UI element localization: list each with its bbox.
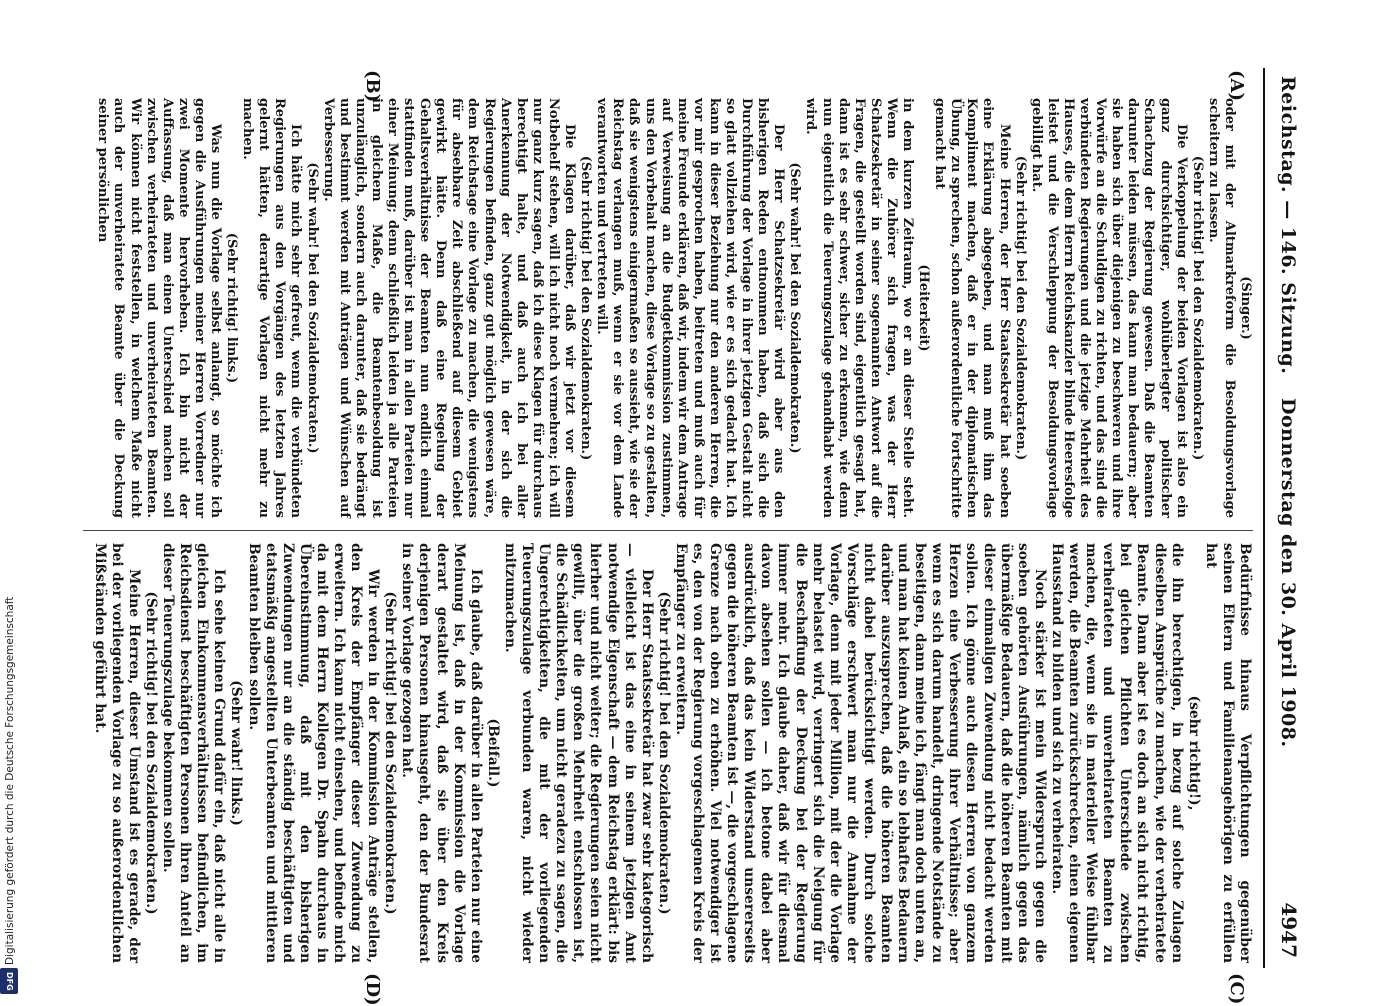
paragraph: oder mit der Altmarkreform die Besoldungsvorlage scheitern zu lassen. bbox=[1205, 98, 1237, 518]
header-date: Donnerstag den 30. April 1908. bbox=[1277, 398, 1299, 748]
paragraph: Bedürfnisse hinaus Verpflichtungen gegenüber seinen Eltern und Familienangehörigen zu erfüllen hat bbox=[1202, 543, 1253, 963]
interjection: (Sehr richtig! bei den Sozialdemokraten.) bbox=[1012, 155, 1028, 461]
paragraph: Ich sehe keinen Grund dafür ein, daß nicht alle in gleichen Einkommensverhältnissen befindlichen, im Reichsdienst beschäftigten Personen ihren Anteil an dieser Teuerungszulage bekommen sollen. bbox=[160, 543, 228, 963]
paragraph: die ihn berechtigen, in bezug auf solche Zulagen dieselben Ansprüche zu machen, wie der verheiratete Beamte. Dann aber ist es doch an sich nicht richtig, bei gleichen Pflichten Unterschiede zwischen verheirateten und unverheirateten Beamten zu machen, die, wenn sie in materieller Weise fühlbar werden, die Beamten zurückschrecken, einen eigenen Hausstand zu bilden und sich zu verheiraten. bbox=[1048, 543, 1185, 963]
margin-marker-b: (B) bbox=[362, 70, 383, 103]
paragraph: Meine Herren, der Herr Staatssekretär hat soeben eine Erklärung abgegeben, und man muß ihm das Kompliment machen, daß er in der diplomatischen Übung, zu sprechen, schon außerordentliche Fortschritte gemacht hat bbox=[932, 98, 1012, 518]
paragraph: Ich hätte mich sehr gefreut, wenn die verbündeten Regierungen aus den Vorgängen des letzten Jahres gelernt hätten, derartige Vorlagen nicht mehr zu machen. bbox=[240, 98, 304, 518]
column-divider bbox=[83, 530, 1253, 531]
running-header bbox=[1263, 68, 1313, 968]
credit-text: Digitalisierung gefördert durch die Deutsche Forschungsgemeinschaft bbox=[4, 596, 16, 965]
paragraph: Ich glaube, daß darüber in allen Parteien nur eine Meinung ist, daß in der Kommission die Vorlage derart gestaltet wird, daß sie über den Kreis derjenigen Personen hinausgeht, den der Bundesrat in seiner Vorlage gezogen hat. bbox=[399, 543, 484, 963]
interjection: (Sehr richtig! bei den Sozialdemokraten.) bbox=[655, 591, 672, 915]
interjection: (Sehr richtig! bei den Sozialdemokraten.) bbox=[143, 591, 159, 915]
interjection: (Sehr wahr! links.) bbox=[228, 680, 245, 826]
margin-marker-a: (A) bbox=[1226, 70, 1247, 101]
header-left: Reichstag. — 146. Sitzung. bbox=[1277, 76, 1299, 375]
margin-marker-c: (C) bbox=[1226, 973, 1247, 1005]
interjection: (Sehr richtig! links.) bbox=[224, 232, 240, 384]
interjection: (Beifall.) bbox=[484, 718, 501, 788]
paragraph: Was nun die Vorlage selbst anlangt, so möchte ich gegen die Ausführungen meiner Herren Vorredner nur zwei Momente hervorheben. Ich bin nicht der Auffassung, daß man einen Unterschied machen soll zwischen verheirateten und unverheirateten Beamten. Wir können nicht feststellen, in welchem Maße nicht auch der unverheiratete Beamte über die Deckung seiner persönlichen bbox=[95, 98, 223, 518]
interjection: (Sehr richtig! bei den Sozialdemokraten.) bbox=[1189, 155, 1205, 461]
paragraph: Die Klagen darüber, daß wir jetzt vor diesem Notbehelf stehen, will ich nicht noch vermehren; ich will nur ganz kurz sagen, daß ich diese Klagen für durchaus berechtigt halte, und daß auch ich bei aller Anerkennung der Notwendigkeit, in der sich die Regierungen befinden, ganz gut möglich gewesen wäre, dem Reichstage eine Vorlage zu machen, die wenigstens für absehbare Zeit abschließend auf diesem Gebiet gewirkt hätte. Denn daß eine Regelung der Gehaltsverhältnisse der Beamten nun endlich einmal stattfinden muß, darüber ist man in allen Parteien nur einer Meinung; denn schließlich leiden ja alle Parteien in gleichem Maße, die Beamtenbesoldung ist unzulänglich, sondern auch darunter, daß sie bedrängt und bestimmt werden mit Anträgen und Wünschen auf Verbesserung. bbox=[320, 98, 578, 518]
paragraph: Der Herr Staatssekretär hat zwar sehr kategorisch — vielleicht ist das eine in seinem jetzigen Amt notwendige Eigenschaft — dem Reichstag erklärt: bis hierher und nicht weiter; die Regierungen seien nicht gewillt, über die großen Mehrheit entschlossen ist, die Schädlichkeiten, um nicht geradezu zu sagen, die Ungerechtigkeiten, die mit der vorliegenden Teuerungszulage verbunden waren, nicht wieder mitzumachen. bbox=[501, 543, 655, 963]
text-column-left bbox=[78, 98, 1253, 518]
text-column-right bbox=[78, 543, 1253, 963]
digitization-credit bbox=[0, 0, 20, 1000]
paragraph: Noch stärker ist mein Widerspruch gegen die soeben gehörten Ausführungen, nämlich gegen das übermäßige Bedauern, daß die höheren Beamten mit dieser einmaligen Zuwendung nicht bedacht werden sollen. Ich gönne auch diesen Herren von ganzem Herzen eine Verbesserung ihrer Verhältnisse; aber wenn es sich darum handelt, dringende Notstände zu beseitigen, dann meine ich, fängt man doch unten an, und man hat keinen Anlaß, ein so lebhaftes Bedauern darüber auszusprechen, daß die höheren Beamten nicht dabei berücksichtigt werden. Durch solche Vorschläge erschwert man nur die Annahme der Vorlage, denn mit jeder Million, mit der die Vorlage mehr belastet wird, verringert sich die Neigung für die Beschaffung der Deckung bei der Regierung immer mehr. Ich glaube daher, daß wir für diesmal davon absehen sollen — ich betone dabei aber ausdrücklich, daß das kein Widerstand unsererseits gegen die höheren Beamten ist —, die vorgeschlagene Grenze nach oben zu erhöhen. Viel notwendiger ist es, den von der Regierung vorgeschlagenen Kreis der Empfänger zu erweitern. bbox=[672, 543, 1048, 963]
dfg-logo: DFG bbox=[0, 968, 18, 994]
interjection: (Heiterkeit) bbox=[916, 264, 932, 352]
interjection: (Sehr richtig! bei den Sozialdemokraten.) bbox=[578, 155, 594, 461]
speaker-name: (Singer.) bbox=[1238, 276, 1253, 340]
paragraph: Wir werden in der Kommission Anträge stellen, den Kreis der Empfänger dieser Zuwendung zu erweitern. Ich kann nicht einsehen, und befinde mich da mit dem Herrn Kollegen Dr. Spahn durchaus in Übereinstimmung, daß mit den bisherigen Zuwendungen nur an die ständig beschäftigten und etatsmäßig angestellten Unterbeamten und mittleren Beamten bleiben sollen. bbox=[245, 543, 382, 963]
interjection: (Sehr wahr! bei den Sozialdemokraten.) bbox=[304, 162, 320, 454]
interjection: (Sehr richtig! bei den Sozialdemokraten.) bbox=[382, 591, 399, 915]
paragraph: Der Herr Schatzsekretär wird aber aus den bisherigen Reden entnommen haben, daß sich die Durchführung der Vorlage in ihrer jetzigen Gestalt nicht so glatt vollziehen wird, wie er es sich gedacht hat. Ich kann in dieser Beziehung nur den anderen Herren, die vor mir gesprochen haben, beitreten und muß auch für meine Freunde erklären, daß wir, indem wir dem Antrage auf Verweisung an die Budgetkommission zustimmen, uns den Vorbehalt machen, diese Vorlage so zu gestalten, daß sie wenigstens einigermaßen so aussieht, wie sie der Reichstag verlangen muß, wenn er sie vor dem Lande verantworten und vertreten will. bbox=[594, 98, 787, 518]
paragraph: Meine Herren, dieser Umstand ist es gerade, der bei der vorliegenden Vorlage zu so außerordentlichen Mißständen geführt hat. bbox=[91, 543, 142, 963]
interjection: (sehr richtig!), bbox=[1185, 695, 1202, 811]
page-content bbox=[63, 68, 1313, 1006]
paragraph: in dem kurzen Zeitraum, wo er an dieser Stelle steht. Wenn die Zuhörer sich fragen, was der Herr Schatzsekretär in seiner sogenannten Antwort auf die Fragen, die gestellt worden sind, eigentlich gesagt hat, dann ist es sehr schwer, sicher zu erkennen, wie denn nun eigentlich die Teuerungszulage gehandhabt werden wird. bbox=[803, 98, 916, 518]
paragraph: Die Verkoppelung der beiden Vorlagen ist also ein ganz durchsichtiger, wohlüberlegter politischer Schachzug der Regierung gewesen. Daß die Beamten darunter leiden müssen, das kann man bedauern; aber sie haben sich über diejenigen zu beschweren und ihre Vorwürfe an die Schuldigen zu richten, und das sind die verbündeten Regierungen und die jetzige Mehrheit des Hauses, die dem Herrn Reichskanzler blinde Heeresfolge leistet und die Verschleppung der Besoldungsvorlage gebilligt hat. bbox=[1028, 98, 1189, 518]
page-number: 4947 bbox=[1277, 902, 1301, 958]
margin-marker-d: (D) bbox=[362, 973, 383, 1006]
interjection: (Sehr wahr! bei den Sozialdemokraten.) bbox=[787, 162, 803, 454]
